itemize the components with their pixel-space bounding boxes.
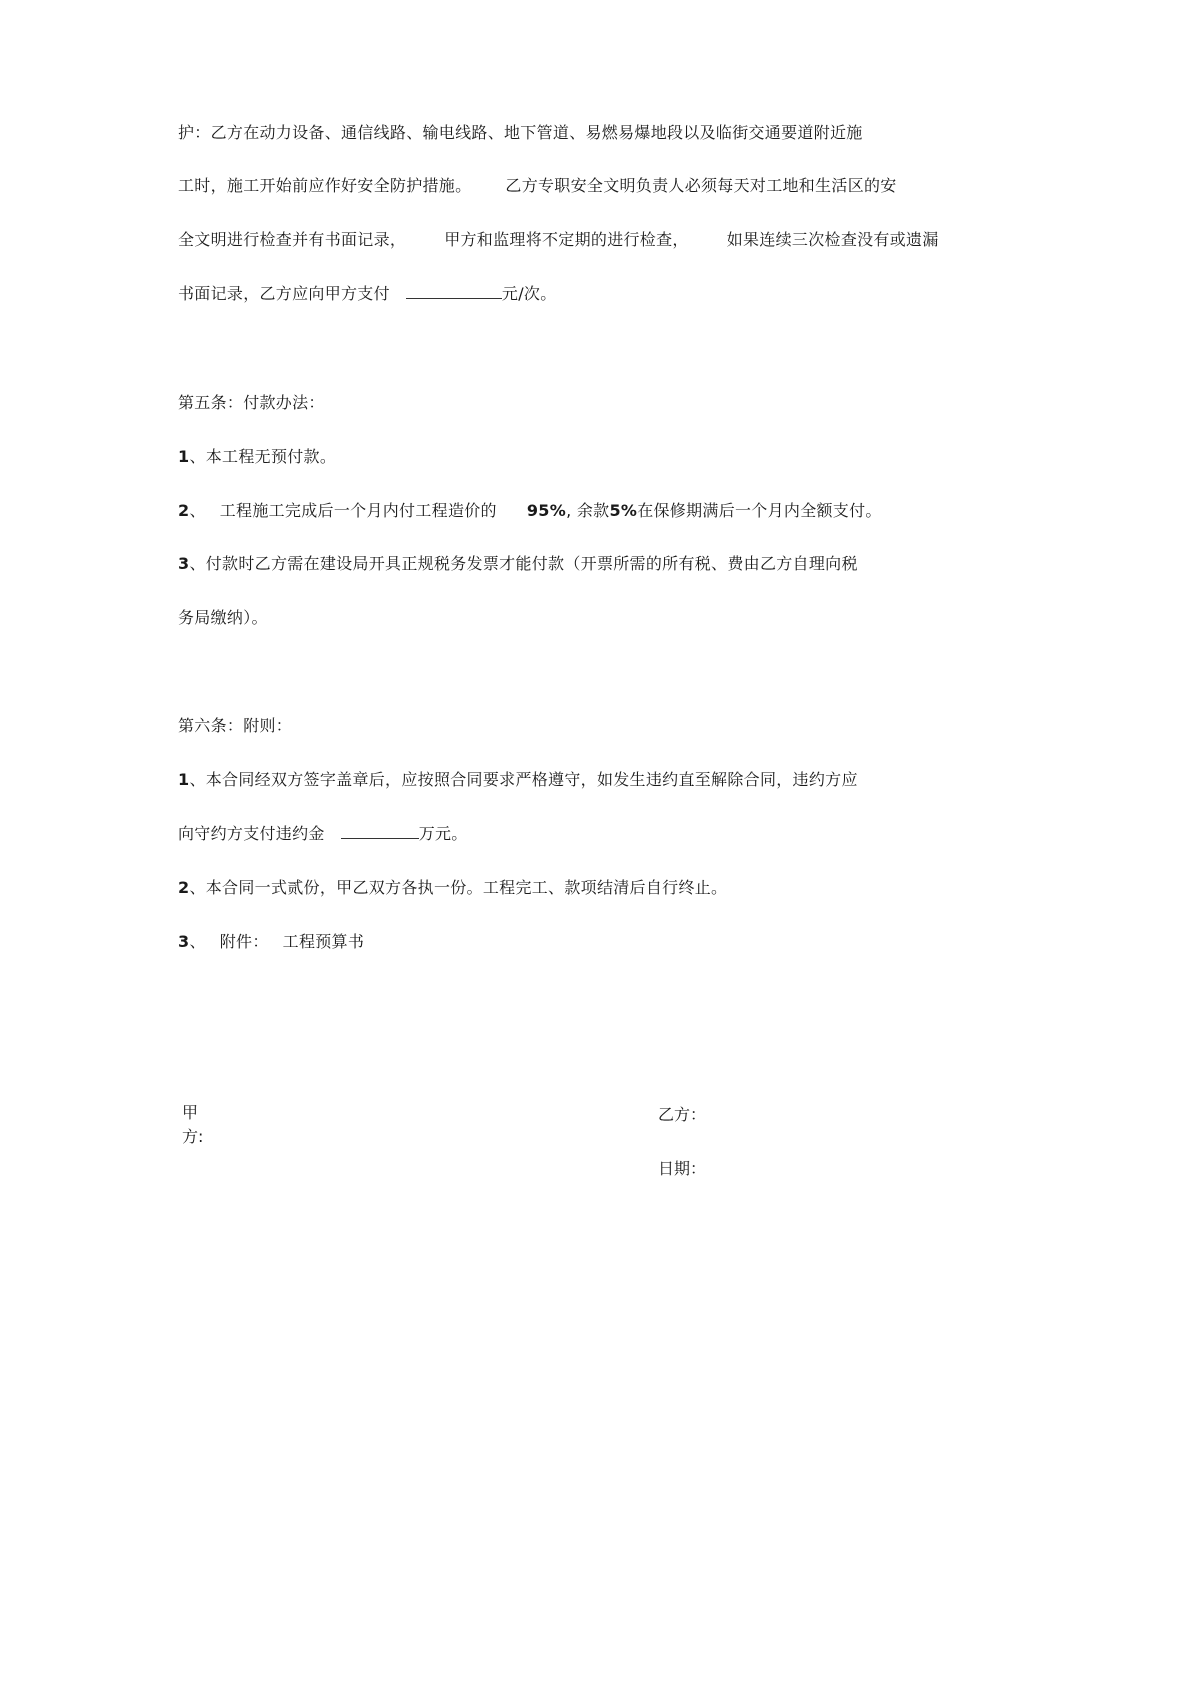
item-text: 、本合同经双方签字盖章后，应按照合同要求严格遵守，如发生违约直至解除合同，违约方应 <box>189 770 858 789</box>
item-number: 2 <box>178 501 190 520</box>
text: 在保修期满后一个月内全额支付。 <box>637 501 882 520</box>
item-number: 1 <box>178 770 190 789</box>
paragraph-line <box>178 607 268 629</box>
text: 乙方： <box>658 1105 707 1124</box>
list-item <box>178 500 882 522</box>
item-number: 2 <box>178 878 190 897</box>
attachment-name: 工程预算书 <box>282 932 365 951</box>
paragraph-line <box>178 283 557 305</box>
text: 全文明进行检查并有书面记录， <box>178 230 407 249</box>
item-text: 、付款时乙方需在建设局开具正规税务发票才能付款（开票所需的所有税、费由乙方自理向税 <box>189 554 858 573</box>
item-text: 向守约方支付违约金 <box>178 824 325 843</box>
article-heading <box>178 392 325 414</box>
text: 工时，施工开始前应作好安全防护措施。 <box>178 176 472 195</box>
fill-in-blank <box>406 284 502 299</box>
list-item <box>178 877 727 899</box>
party-a-label <box>182 1102 198 1124</box>
paragraph-line <box>178 175 897 197</box>
item-text: 工程施工完成后一个月内付工程造价的 <box>219 501 497 520</box>
text: 日期： <box>658 1159 707 1178</box>
text: 护：乙方在动力设备、通信线路、输电线路、地下管道、易燃易爆地段以及临街交通要道附近施 <box>178 123 863 142</box>
item-number: 1 <box>178 447 190 466</box>
text: 、 <box>189 501 206 520</box>
item-text: 、本合同一式贰份，甲乙双方各执一份。工程完工、款项结清后自行终止。 <box>189 878 728 897</box>
article-title: 第六条：附则： <box>178 716 293 735</box>
text: 书面记录，乙方应向甲方支付 <box>178 284 390 303</box>
article-heading <box>178 715 292 737</box>
article-title: 第五条：付款办法： <box>178 393 325 412</box>
party-a-label-cont <box>182 1126 203 1148</box>
item-text: 、本工程无预付款。 <box>189 447 337 466</box>
list-item <box>178 769 858 791</box>
item-text: 务局缴纳）。 <box>178 608 268 627</box>
item-number: 3 <box>178 932 190 951</box>
paragraph-line <box>178 122 863 144</box>
text: 、 <box>189 932 206 951</box>
text: 乙方专职安全文明负责人必须每天对工地和生活区的安 <box>505 176 897 195</box>
text: 甲方和监理将不定期的进行检查， <box>444 230 689 249</box>
text: 方: <box>182 1127 204 1146</box>
text: 如果连续三次检查没有或遗漏 <box>726 230 939 249</box>
text: 甲 <box>182 1103 199 1122</box>
text: 元/次。 <box>501 284 557 303</box>
percent-value: 5% <box>609 501 638 520</box>
list-item <box>178 931 364 953</box>
item-number: 3 <box>178 554 190 573</box>
list-item <box>178 446 336 468</box>
text: , 余款 <box>566 501 610 520</box>
attachment-label: 附件： <box>219 932 269 951</box>
percent-value: 95% <box>526 501 567 520</box>
paragraph-line <box>178 229 939 251</box>
text: 万元。 <box>418 824 468 843</box>
party-b-label <box>658 1104 706 1126</box>
date-label <box>658 1158 706 1180</box>
fill-in-blank <box>341 824 419 839</box>
paragraph-line <box>178 823 468 845</box>
list-item <box>178 553 858 575</box>
